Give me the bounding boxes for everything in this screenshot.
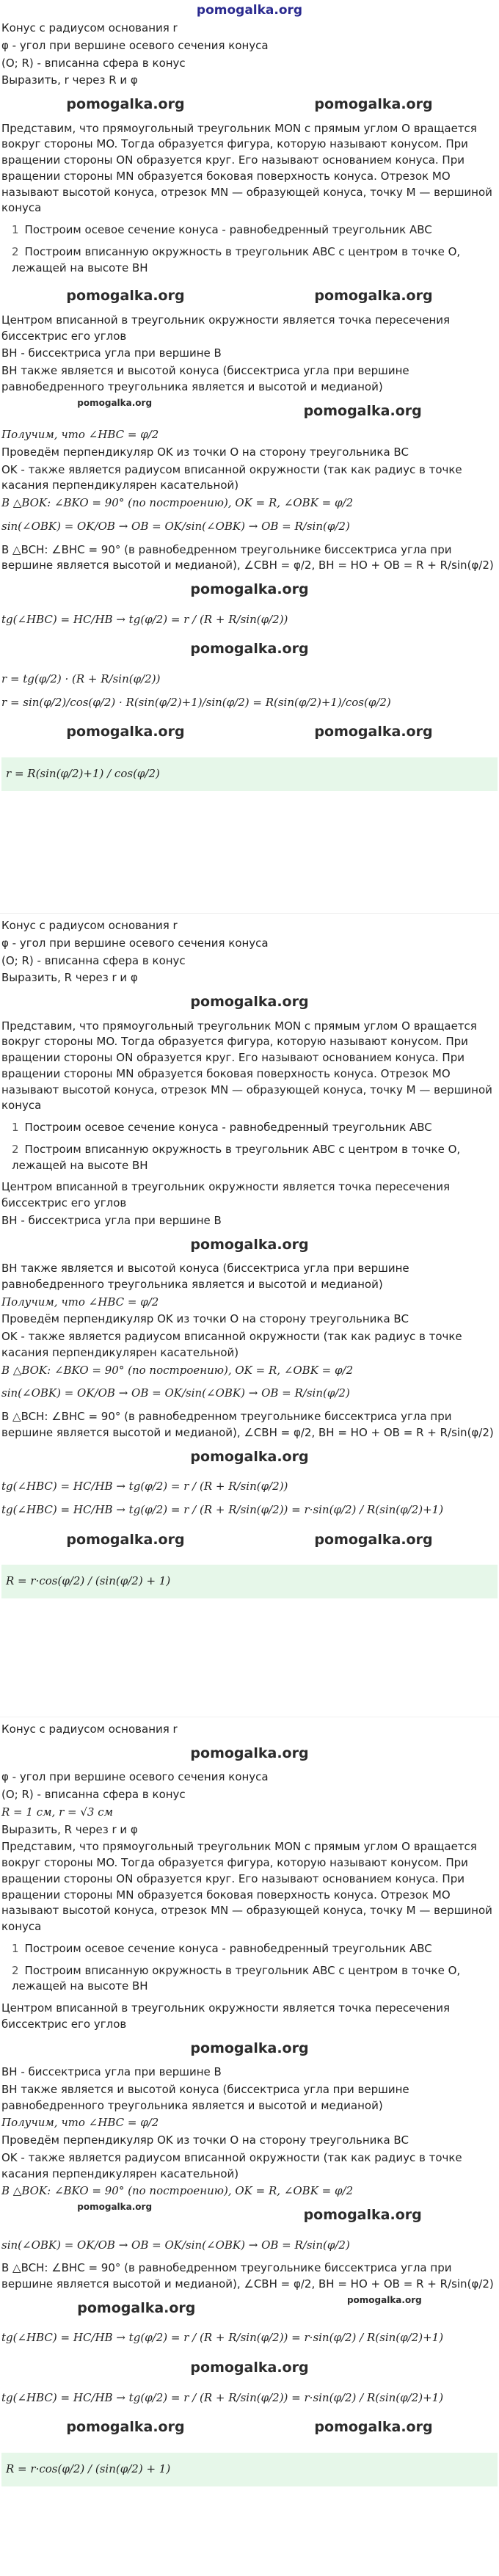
incircle-center-note: Центром вписанной в треугольник окружности является точка пересечения биссектрис его углов	[1, 1180, 451, 1210]
step-2: 2 Построим вписанную окружность в треугольник ABC с центром в точке O, лежащей на высоте BH	[12, 244, 461, 274]
watermark: pomogalka.org	[66, 96, 185, 112]
watermark: pomogalka.org	[66, 2419, 185, 2436]
step-1-text: Построим осевое сечение конуса - равнобедренный треугольник ABC	[24, 1941, 432, 1955]
step-1: 1 Построим осевое сечение конуса - равнобедренный треугольник ABC	[12, 223, 432, 237]
phi-definition: φ - угол при вершине осевого сечения конуса	[1, 936, 269, 950]
phi-definition: φ - угол при вершине осевого сечения конуса	[1, 38, 269, 52]
step-2-text: Построим вписанную окружность в треугольник ABC с центром в точке O, лежащей на высоте BH	[12, 1963, 461, 1993]
radius-note: OK - также является радиусом вписанной окружности (так как радиус в точке касания перпендикулярен касательной)	[1, 2150, 462, 2180]
given-values: R = 1 см, r = √3 см	[1, 1805, 114, 1819]
equation-tg: tg(∠HBC) = HC/HB → tg(φ/2) = r / (R + R/sin(φ/2)) = r·sin(φ/2) / R(sin(φ/2)+1)	[1, 2331, 444, 2345]
watermark: pomogalka.org	[77, 2202, 153, 2213]
watermark-row	[1, 2294, 498, 2324]
watermark: pomogalka.org	[303, 2207, 422, 2224]
watermark: pomogalka.org	[66, 288, 185, 305]
problem-title: Конус с радиусом основания r	[1, 21, 178, 34]
watermark: pomogalka.org	[314, 96, 433, 112]
triangle-bok: В △BOK: ∠BKO = 90° (по построению), OK = R, ∠OBK = φ/2	[1, 1363, 354, 1377]
watermark-row	[1, 1443, 498, 1472]
step-2-text: Построим вписанную окружность в треугольник ABC с центром в точке O, лежащей на высоте BH	[12, 244, 461, 274]
step-2-text: Построим вписанную окружность в треугольник ABC с центром в точке O, лежащей на высоте BH	[12, 1142, 461, 1172]
result-box: R = r·cos(φ/2) / (sin(φ/2) + 1)	[1, 1565, 498, 1598]
problem-title: Конус с радиусом основания r	[1, 1722, 178, 1736]
watermark: pomogalka.org	[77, 397, 153, 408]
watermark: pomogalka.org	[66, 724, 185, 741]
watermark: pomogalka.org	[190, 641, 309, 658]
cone-explanation: Представим, что прямоугольный треугольник MON с прямым углом O вращается вокруг стороны MO. Тогда образуется фигура, которую называют конусом. При вращении стороны ON образуется круг. Его называют основанием конуса. При вращении стороны MN образуется боковая поверхность конуса. Отрезок MO называют высотой конуса, отрезок MN — образующей конуса, точку M — вершиной конуса	[1, 1019, 492, 1113]
watermark: pomogalka.org	[77, 2299, 196, 2316]
angle-result: Получим, что ∠HBC = φ/2	[1, 1295, 159, 1309]
watermark: pomogalka.org	[190, 1448, 309, 1465]
watermark-row	[1, 635, 498, 664]
triangle-bch: В △BCH: ∠BHC = 90° (в равнобедренном треугольнике биссектриса угла при вершине является высотой и медианой), ∠CBH = φ/2, BH = HO + OB = R + R/sin(φ/2)	[1, 542, 494, 572]
triangle-bch: В △BCH: ∠BHC = 90° (в равнобедренном треугольнике биссектриса угла при вершине является высотой и медианой), ∠CBH = φ/2, BH = HO + OB = R + R/sin(φ/2)	[1, 2261, 494, 2291]
watermark: pomogalka.org	[190, 1236, 309, 1253]
result-box: r = R(sin(φ/2)+1) / cos(φ/2)	[1, 757, 498, 791]
watermark-row	[1, 1231, 498, 1260]
watermark: pomogalka.org	[314, 724, 433, 741]
triangle-bok: В △BOK: ∠BKO = 90° (по построению), OK = R, ∠OBK = φ/2	[1, 496, 354, 510]
incircle-center-note: Центром вписанной в треугольник окружности является точка пересечения биссектрис его углов	[1, 313, 451, 343]
bisector-note: BH - биссектриса угла при вершине B	[1, 346, 222, 360]
perpendicular-note: Проведём перпендикуляр OK из точки O на сторону треугольника BC	[1, 2133, 409, 2147]
watermark-row	[1, 1526, 498, 1555]
watermark: pomogalka.org	[190, 581, 309, 598]
watermark: pomogalka.org	[66, 1531, 185, 1548]
perpendicular-note: Проведём перпендикуляр OK из точки O на сторону треугольника BC	[1, 1312, 409, 1326]
step-1: 1 Построим осевое сечение конуса - равнобедренный треугольник ABC	[12, 1121, 432, 1135]
watermark-row	[1, 2413, 498, 2442]
triangle-bch: В △BCH: ∠BHC = 90° (в равнобедренном треугольнике биссектриса угла при вершине является высотой и медианой), ∠CBH = φ/2, BH = HO + OB = R + R/sin(φ/2)	[1, 1410, 494, 1439]
radius-note: OK - также является радиусом вписанной окружности (так как радиус в точке касания перпендикулярен касательной)	[1, 1330, 462, 1359]
watermark-row	[1, 575, 498, 605]
task-statement: Выразить, r через R и φ	[1, 73, 138, 87]
watermark: pomogalka.org	[190, 994, 309, 1010]
problem-title: Конус с радиусом основания r	[1, 919, 178, 932]
watermark-row	[1, 90, 498, 120]
perpendicular-note: Проведём перпендикуляр OK из точки O на сторону треугольника BC	[1, 445, 409, 459]
step-1: 1 Построим осевое сечение конуса - равнобедренный треугольник ABC	[12, 1941, 432, 1955]
phi-definition: φ - угол при вершине осевого сечения конуса	[1, 1770, 269, 1784]
radius-note: OK - также является радиусом вписанной окружности (так как радиус в точке касания перпендикулярен касательной)	[1, 462, 462, 492]
height-note: BH также является и высотой конуса (биссектриса угла при вершине равнобедренного треугольника является и высотой и медианой)	[1, 1262, 409, 1291]
equation-r: r = tg(φ/2) · (R + R/sin(φ/2))	[1, 672, 161, 685]
watermark: pomogalka.org	[190, 1744, 309, 1761]
watermark-row	[1, 988, 498, 1017]
cone-explanation: Представим, что прямоугольный треугольник MON с прямым углом O вращается вокруг стороны MO. Тогда образуется фигура, которую называют конусом. При вращении стороны ON образуется круг. Его называют основанием конуса. При вращении стороны MN образуется боковая поверхность конуса. Отрезок MO называют высотой конуса, отрезок MN — образующей конуса, точку M — вершиной конуса	[1, 1840, 492, 1934]
equation-tg: tg(∠HBC) = HC/HB → tg(φ/2) = r / (R + R/sin(φ/2))	[1, 1480, 288, 1493]
watermark-row	[1, 2201, 498, 2230]
watermark-row	[1, 718, 498, 747]
solution-section-3	[0, 1722, 499, 2576]
angle-result: Получим, что ∠HBC = φ/2	[1, 2116, 159, 2130]
watermark: pomogalka.org	[314, 288, 433, 305]
angle-result: Получим, что ∠HBC = φ/2	[1, 428, 159, 442]
step-2: 2 Построим вписанную окружность в треугольник ABC с центром в точке O, лежащей на высоте BH	[12, 1963, 461, 1993]
height-note: BH также является и высотой конуса (биссектриса угла при вершине равнобедренного треугольника является и высотой и медианой)	[1, 364, 409, 393]
watermark: pomogalka.org	[346, 2294, 422, 2305]
height-note: BH также является и высотой конуса (биссектриса угла при вершине равнобедренного треугольника является и высотой и медианой)	[1, 2082, 409, 2112]
watermark-row	[1, 1739, 498, 1769]
bisector-note: BH - биссектриса угла при вершине B	[1, 1213, 222, 1227]
site-header[interactable]: pomogalka.org	[196, 3, 303, 18]
watermark-row	[1, 282, 498, 311]
watermark: pomogalka.org	[190, 2040, 309, 2056]
solution-section-1	[0, 21, 499, 909]
result-box: R = r·cos(φ/2) / (sin(φ/2) + 1)	[1, 2453, 498, 2486]
step-1-text: Построим осевое сечение конуса - равнобедренный треугольник ABC	[24, 223, 432, 237]
watermark: pomogalka.org	[190, 2359, 309, 2376]
equation-ob: sin(∠OBK) = OK/OB → OB = OK/sin(∠OBK) → OB = R/sin(φ/2)	[1, 1386, 350, 1400]
equation-ob: sin(∠OBK) = OK/OB → OB = OK/sin(∠OBK) → OB = R/sin(φ/2)	[1, 519, 350, 533]
watermark: pomogalka.org	[314, 1531, 433, 1548]
cone-explanation: Представим, что прямоугольный треугольник MON с прямым углом O вращается вокруг стороны MO. Тогда образуется фигура, которую называют конусом. При вращении стороны ON образуется круг. Его называют основанием конуса. При вращении стороны MN образуется боковая поверхность конуса. Отрезок MO называют высотой конуса, отрезок MN — образующей конуса, точку M — вершиной конуса	[1, 121, 492, 215]
equation-tg-expanded: tg(∠HBC) = HC/HB → tg(φ/2) = r / (R + R/sin(φ/2)) = r·sin(φ/2) / R(sin(φ/2)+1)	[1, 1502, 444, 1516]
task-statement: Выразить, R через r и φ	[1, 971, 138, 985]
step-1-text: Построим осевое сечение конуса - равнобедренный треугольник ABC	[24, 1121, 432, 1135]
solution-section-2	[0, 918, 499, 1712]
equation-ob: sin(∠OBK) = OK/OB → OB = OK/sin(∠OBK) → OB = R/sin(φ/2)	[1, 2238, 350, 2252]
watermark-row	[1, 2354, 498, 2383]
triangle-bok: В △BOK: ∠BKO = 90° (по построению), OK = R, ∠OBK = φ/2	[1, 2184, 354, 2198]
sphere-definition: (O; R) - вписанна сфера в конус	[1, 1788, 186, 1802]
watermark: pomogalka.org	[314, 2419, 433, 2436]
equation-tg: tg(∠HBC) = HC/HB → tg(φ/2) = r / (R + R/sin(φ/2))	[1, 612, 288, 626]
incircle-center-note: Центром вписанной в треугольник окружности является точка пересечения биссектрис его углов	[1, 2001, 451, 2031]
divider	[0, 913, 499, 914]
task-statement: Выразить, R через r и φ	[1, 1822, 138, 1836]
equation-tg-repeat: tg(∠HBC) = HC/HB → tg(φ/2) = r / (R + R/sin(φ/2)) = r·sin(φ/2) / R(sin(φ/2)+1)	[1, 2390, 444, 2404]
watermark-row	[1, 2034, 498, 2064]
watermark: pomogalka.org	[303, 402, 422, 419]
sphere-definition: (O; R) - вписанна сфера в конус	[1, 953, 186, 967]
bisector-note: BH - биссектриса угла при вершине B	[1, 2065, 222, 2079]
equation-r-simplified: r = sin(φ/2)/cos(φ/2) · R(sin(φ/2)+1)/sin(φ/2) = R(sin(φ/2)+1)/cos(φ/2)	[1, 695, 391, 709]
sphere-definition: (O; R) - вписанна сфера в конус	[1, 56, 186, 70]
step-2: 2 Построим вписанную окружность в треугольник ABC с центром в точке O, лежащей на высоте BH	[12, 1142, 461, 1172]
watermark-row	[1, 397, 498, 426]
